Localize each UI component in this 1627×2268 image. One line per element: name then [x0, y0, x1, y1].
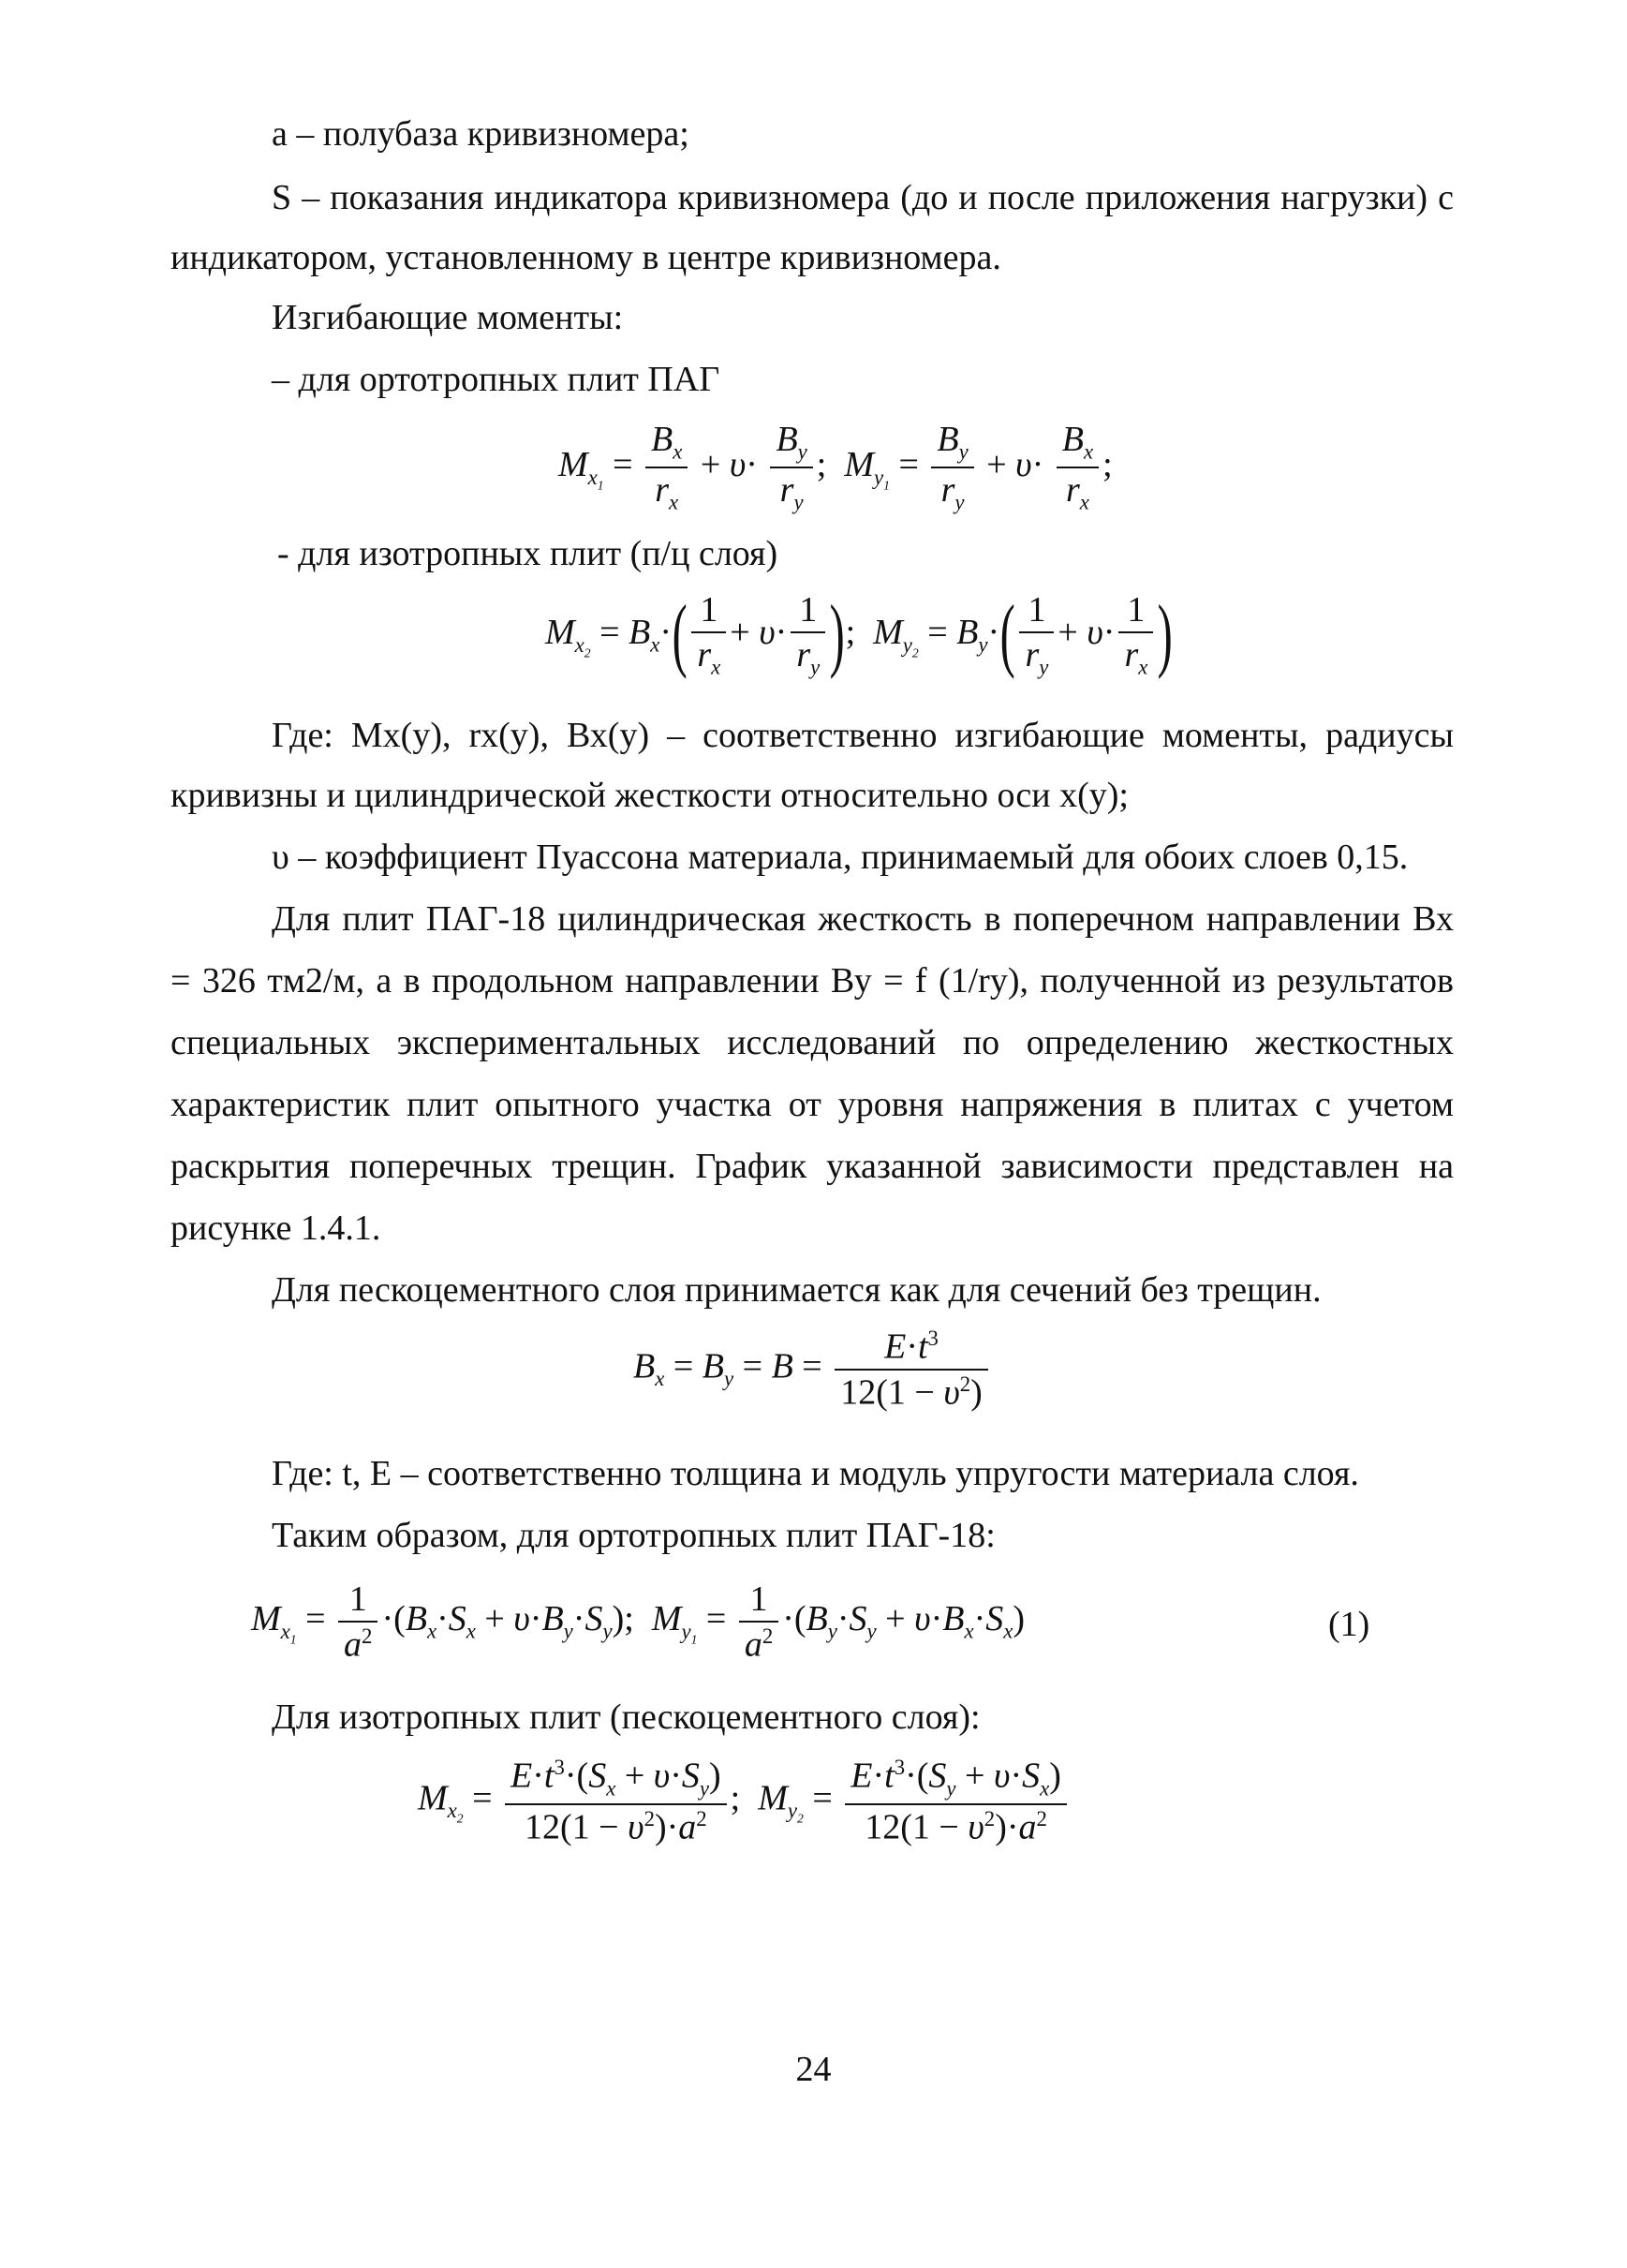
text-line: индикатором, установленному в центре кривизномера.	[170, 238, 1001, 277]
text-line: – для ортотропных плит ПАГ	[272, 360, 720, 399]
text-line: Где: t, Е – соответственно толщина и модуль упругости материала слоя.	[272, 1454, 1359, 1493]
text-line: кривизны и цилиндрической жесткости относительно оси х(у);	[170, 776, 1129, 815]
text-line: S – показания индикатора кривизномера (до и после приложения нагрузки) с	[272, 178, 1454, 217]
formula-orthotropic: $M_{x_1}$ = $\frac{B_x}{r_x}$ + υ· $\frac{B_y}{r_y}$ ; $M_{y_1}$ = $\frac{B_y}{r_y}$ + υ· $\frac{B_x}{r_x}$ ;	[558, 420, 1113, 514]
formula-isotropic-readings: $M_{x_2}$ = $\frac{E\cdot t^3\cdot(S_x + \upsilon\cdot S_y)}{12(1 - \upsilon^2)\cdot a^2}$ ; $M_{y_2}$ = $\frac{E\cdot t^3\cdot(S_y + \upsilon\cdot S_x)}{12(1 - \upsilon^2)\cdot a^2}$	[418, 1757, 1071, 1846]
text-line: Для плит ПАГ-18 цилиндрическая жесткость в поперечном направлении Вх	[272, 899, 1454, 939]
text-line: специальных экспериментальных исследований по определению жесткостных	[170, 1023, 1454, 1062]
text-line: υ – коэффициент Пуассона материала, принимаемый для обоих слоев 0,15.	[272, 838, 1409, 877]
text-line: раскрытия поперечных трещин. График указанной зависимости представлен на	[170, 1147, 1454, 1186]
equation-number: (1)	[1328, 1605, 1370, 1644]
text-line: а – полубаза кривизномера;	[272, 114, 689, 154]
text-line: - для изотропных плит (п/ц слоя)	[277, 534, 778, 573]
formula-stiffness: $B_x = B_y = B$ = $\frac{E\cdot t^3}{12(1 - \upsilon^2)}$	[633, 1328, 992, 1410]
text-line: характеристик плит опытного участка от уровня напряжения в плитах с учетом	[170, 1085, 1454, 1124]
text-line: рисунке 1.4.1.	[170, 1208, 381, 1248]
text-line: Для изотропных плит (пескоцементного слоя):	[272, 1697, 981, 1737]
text-line: = 326 тм2/м, а в продольном направлении Ву = f (1/rу), полученной из результатов	[170, 961, 1454, 1001]
formula-orthotropic-readings: $M_{x_1}$ = $\frac{1}{a^2}$ $\cdot(B_x\cdot S_x + \upsilon\cdot B_y\cdot S_y)$; $M_{y_1}$ = $\frac{1}{a^2}$ $\cdot(B_y\cdot S_y + \upsilon\cdot B_x\cdot S_x)$	[251, 1579, 1025, 1665]
text-line: Где: Мх(у), rх(у), Вх(у) – соответственно изгибающие моменты, радиусы	[272, 716, 1454, 755]
formula-isotropic-curvature: $M_{x_2} = B_x\cdot$( $\frac{1}{r_x}$ + υ· $\frac{1}{r_y}$ ); $M_{y_2} = B_y\cdot$( $\frac{1}{r_y}$ + υ· $\frac{1}{r_x}$ )	[545, 589, 1174, 681]
text-line: Изгибающие моменты:	[272, 298, 624, 337]
text-line: Для пескоцементного слоя принимается как для сечений без трещин.	[272, 1270, 1322, 1310]
text-line: Таким образом, для ортотропных плит ПАГ-18:	[272, 1516, 996, 1555]
page-number: 24	[795, 2050, 832, 2089]
